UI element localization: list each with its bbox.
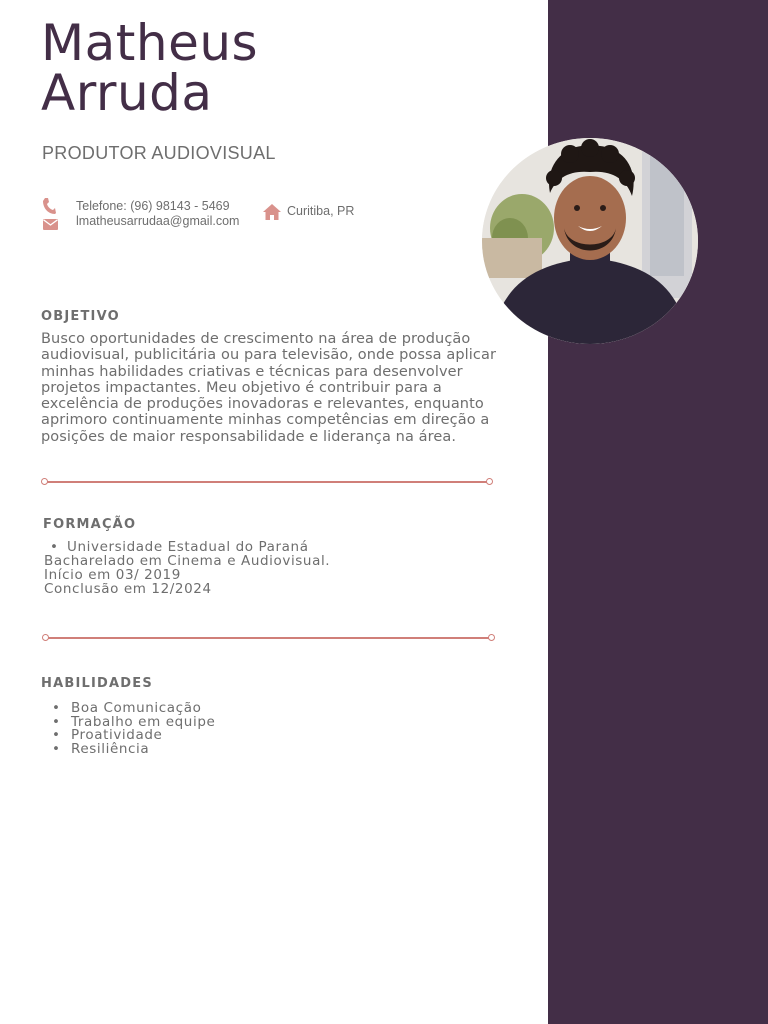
- skill-item: • Proatividade: [52, 729, 215, 743]
- job-title: PRODUTOR AUDIOVISUAL: [42, 143, 276, 163]
- objective-title: OBJETIVO: [41, 309, 120, 324]
- education-institution: • Universidade Estadual do Paraná: [44, 540, 330, 554]
- education-degree: Bacharelado em Cinema e Audiovisual.: [44, 553, 331, 569]
- divider-2: [48, 637, 489, 639]
- education-title: FORMAÇÃO: [43, 517, 137, 532]
- profile-photo: [482, 138, 698, 344]
- first-name: Matheus: [41, 14, 259, 72]
- education-start: Início em 03/ 2019: [44, 567, 181, 583]
- education-end: Conclusão em 12/2024: [44, 581, 212, 597]
- skills-title: HABILIDADES: [41, 676, 153, 691]
- phone-text: Telefone: (96) 98143 - 5469: [76, 199, 230, 213]
- skill-item: • Trabalho em equipe: [52, 716, 215, 730]
- phone-icon: [42, 197, 56, 215]
- skill-item: • Resiliência: [52, 743, 215, 757]
- skills-list: [52, 702, 215, 756]
- education-block: [44, 540, 330, 596]
- location-text: Curitiba, PR: [287, 204, 355, 218]
- objective-text: Busco oportunidades de crescimento na área de produção audiovisual, publicitária ou para televisão, onde possa aplicar minhas habilidades criativas e técnicas para desenvolver projetos impactantes. Meu objetivo é contribuir para a excelência de produções inovadoras e relevantes, enquanto aprimoro continuamente minhas competências em direção a posições de maior responsabilidade e liderança na área.: [41, 331, 497, 445]
- skill-item: • Boa Comunicação: [52, 702, 215, 716]
- mail-icon: [43, 219, 58, 230]
- last-name: Arruda: [41, 64, 213, 122]
- email-text[interactable]: lmatheusarrudaa@gmail.com: [76, 214, 240, 228]
- name-heading: [41, 14, 259, 122]
- divider-1: [47, 481, 487, 483]
- home-icon: [263, 204, 281, 220]
